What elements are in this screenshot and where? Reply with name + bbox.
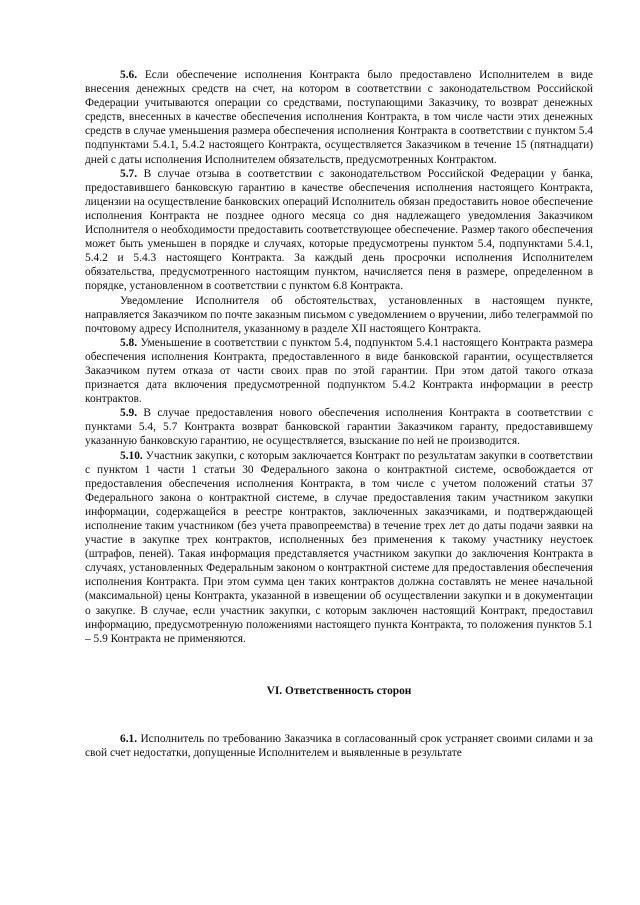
clause-text: Участник закупки, с которым заключается Контракт по результатам закупки в соответствии с пунктом 1 части 1 статьи 30 Федерального закона о контрактной системе, освобождается от предоставления обеспечения исполнения Контракта, в том числе с учетом положений статьи 37 Федерального закона о контрактной системе, в случае предоставления таким участником закупки информации, содержащейся в реестре контрактов, заключенных заказчиками, и подтверждающей исполнение таким участником (без учета правопреемства) в течение трех лет до даты подачи заявки на участие в закупке трех контрактов, исполненных без применения к такому участнику неустоек (штрафов, пеней). Такая информация представляется участником закупки до заключения Контракта в случаях, установленных Федеральным законом о контрактной системе для предоставления обеспечения исполнения Контракта. При этом сумма цен таких контрактов должна составлять не менее начальной (максимальной) цены Контракта, указанной в извещении об осуществлении закупки и в документации о закупке. В случае, если участник закупки, с которым заключен настоящий Контракт, предоставил информацию, предусмотренную положениями настоящего пункта Контракта, то положения пунктов 5.1 – 5.9 Контракта не применяются. xyxy=(85,449,593,645)
clause-5-9 xyxy=(85,406,593,448)
clause-number: 5.10. xyxy=(120,449,143,462)
clause-5-10 xyxy=(85,449,593,646)
document-body xyxy=(85,68,593,760)
section-title: VI. Ответственность сторон xyxy=(266,684,412,697)
clause-text: Уменьшение в соответствии с пунктом 5.4, подпунктом 5.4.1 настоящего Контракта размера обеспечения исполнения Контракта, предоставленного в виде банковской гарантии, осуществляется Заказчиком путем отказа от части своих прав по этой гарантии. При этом датой такого отказа признается дата включения предусмотренной подпунктом 5.4.2 Контракта информации в реестр контрактов. xyxy=(85,336,593,406)
clause-6-1 xyxy=(85,732,593,760)
clause-text: В случае отзыва в соответствии с законодательством Российской Федерации у банка, предоставившего банковскую гарантию в качестве обеспечения исполнения настоящего Контракта, лицензии на осуществление банковских операций Исполнитель обязан предоставить новое обеспечение исполнения Контракта не позднее одного месяца со дня надлежащего уведомления Заказчиком Исполнителя о необходимости предоставить соответствующее обеспечение. Размер такого обеспечения может быть уменьшен в порядке и случаях, которые предусмотрены пунктом 5.4, подпунктами 5.4.1, 5.4.2 и 5.4.3 настоящего Контракта. За каждый день просрочки исполнения Исполнителем обязательства, предусмотренного настоящим пунктом, начисляется пеня в размере, определенном в порядке, установленном в соответствии с пунктом 6.8 Контракта. xyxy=(85,167,593,293)
clause-text: В случае предоставления нового обеспечения исполнения Контракта в соответствии с пунктами 5.4, 5.7 Контракта возврат банковской гарантии Заказчиком гаранту, предоставившему указанную банковскую гарантию, не осуществляется, взыскание по ней не производится. xyxy=(85,407,594,448)
clause-5-8 xyxy=(85,336,593,406)
section-spacer xyxy=(85,698,593,732)
clause-text: Исполнитель по требованию Заказчика в согласованный срок устраняет своими силами и за свой счет недостатки, допущенные Исполнителем и выявленные в результате xyxy=(85,732,593,760)
clause-text: Если обеспечение исполнения Контракта было предоставлено Исполнителем в виде внесения денежных средств на счет, на котором в соответствии с законодательством Российской Федерации учитываются операции со средствами, поступающими Заказчику, то возврат денежных средств, внесенных в качестве обеспечения исполнения Контракта, в том числе части этих денежных средств в случае уменьшения размера обеспечения исполнения Контракта в соответствии с пунктом 5.4 подпунктами 5.4.1, 5.4.2 настоящего Контракта, осуществляется Заказчиком в течение 15 (пятнадцати) дней с даты исполнения Исполнителем обязательств, предусмотренных Контрактом. xyxy=(85,69,593,166)
clause-number: 6.1. xyxy=(120,732,138,745)
clause-text: Уведомление Исполнителя об обстоятельствах, установленных в настоящем пункте, направляется Заказчиком по почте заказным письмом с уведомлением о вручении, либо телеграммой по почтовому адресу Исполнителя, указанному в разделе XII настоящего Контракта. xyxy=(85,294,593,335)
clause-5-7 xyxy=(85,167,593,294)
clause-number: 5.9. xyxy=(120,407,138,420)
clause-number: 5.8. xyxy=(120,336,138,349)
clause-number: 5.6. xyxy=(120,69,138,81)
clause-5-6 xyxy=(85,68,593,167)
clause-5-7-notice xyxy=(85,294,593,336)
clause-number: 5.7. xyxy=(120,167,138,180)
